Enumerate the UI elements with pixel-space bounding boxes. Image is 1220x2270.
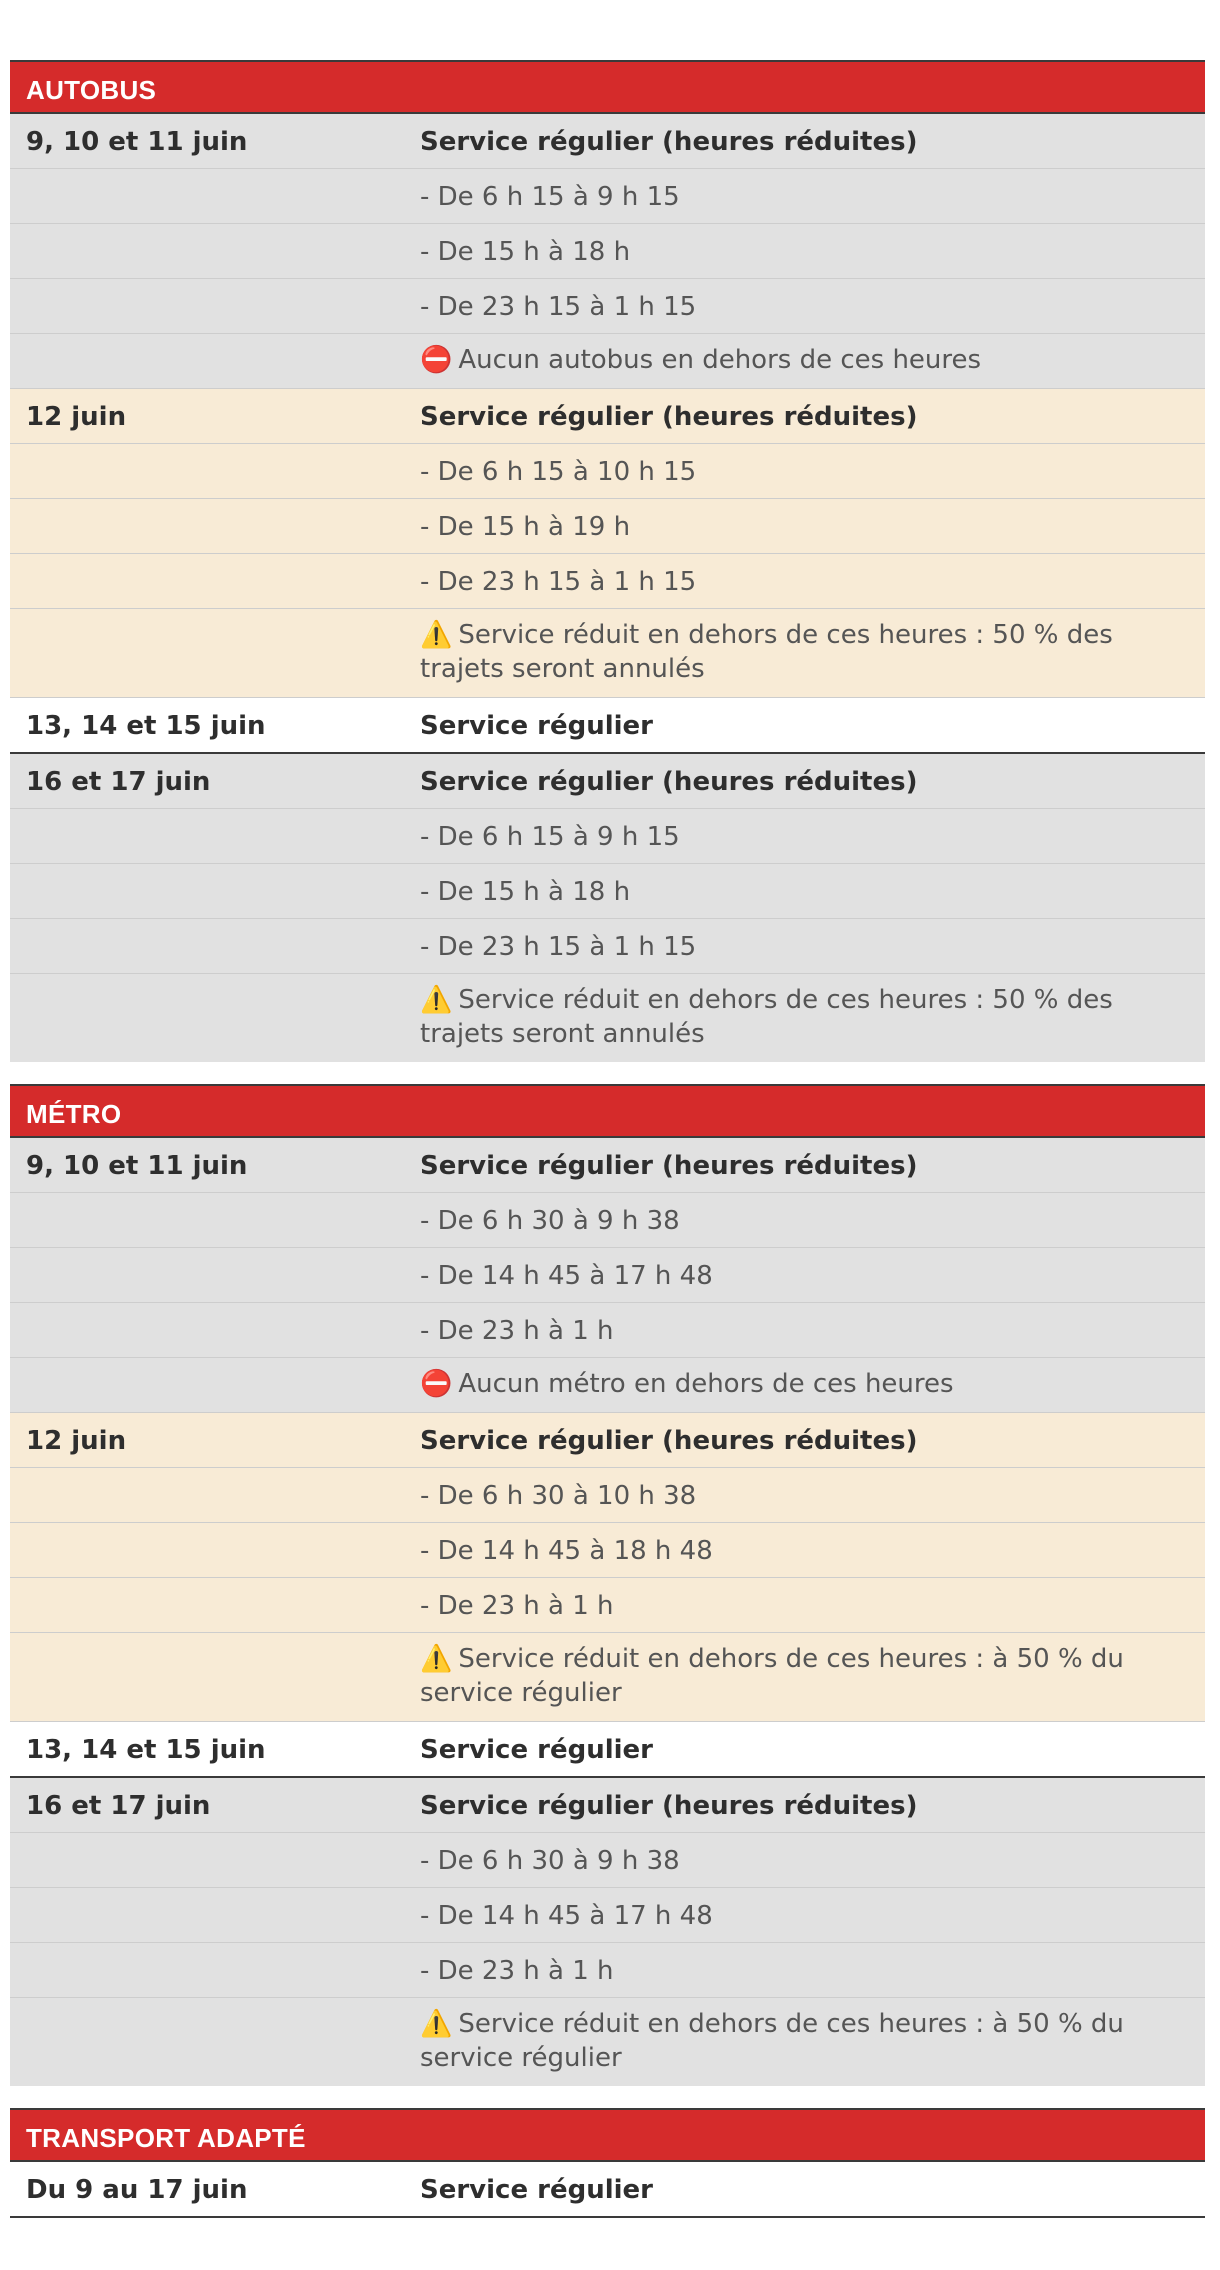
table-row <box>10 974 1205 1064</box>
service-heading: Service régulier <box>420 1735 653 1765</box>
table-row <box>10 389 1205 444</box>
note-text: Aucun métro en dehors de ces heures <box>458 1369 954 1399</box>
empty-cell <box>10 1578 420 1632</box>
table-row <box>10 1468 1205 1523</box>
date-group <box>10 2162 1205 2218</box>
stop-icon: ⛔ <box>420 345 453 375</box>
date-group <box>10 1778 1205 2088</box>
table-row <box>10 499 1205 554</box>
service-note <box>420 609 1205 697</box>
time-range: - De 15 h à 18 h <box>420 877 631 907</box>
date-group <box>10 698 1205 754</box>
table-row <box>10 698 1205 754</box>
time-range: - De 6 h 15 à 9 h 15 <box>420 822 680 852</box>
date-label: 16 et 17 juin <box>26 767 211 797</box>
table-row <box>10 169 1205 224</box>
date-group <box>10 114 1205 389</box>
date-group <box>10 754 1205 1064</box>
empty-cell <box>10 334 420 388</box>
service-heading: Service régulier (heures réduites) <box>420 767 918 797</box>
table-row <box>10 1778 1205 1833</box>
table-row <box>10 1833 1205 1888</box>
empty-cell <box>10 1888 420 1942</box>
note-text: Service réduit en dehors de ces heures : à 50 % du service régulier <box>420 1644 1124 1708</box>
empty-cell <box>10 1523 420 1577</box>
time-range: - De 15 h à 19 h <box>420 512 631 542</box>
empty-cell <box>10 809 420 863</box>
date-group <box>10 1413 1205 1722</box>
empty-cell <box>10 1248 420 1302</box>
table-row <box>10 224 1205 279</box>
table-row <box>10 1578 1205 1633</box>
table-row <box>10 1998 1205 2088</box>
time-range: - De 6 h 15 à 9 h 15 <box>420 182 680 212</box>
service-note <box>420 1633 1205 1721</box>
table-row <box>10 2162 1205 2218</box>
time-range: - De 14 h 45 à 18 h 48 <box>420 1536 713 1566</box>
time-range: - De 14 h 45 à 17 h 48 <box>420 1261 713 1291</box>
time-range: - De 23 h à 1 h <box>420 1316 614 1346</box>
date-group <box>10 1138 1205 1413</box>
warning-icon: ⚠️ <box>420 985 453 1015</box>
service-note <box>420 974 1205 1062</box>
date-label: 9, 10 et 11 juin <box>26 1151 248 1181</box>
empty-cell <box>10 1358 420 1412</box>
table-row <box>10 809 1205 864</box>
time-range: - De 23 h à 1 h <box>420 1591 614 1621</box>
time-range: - De 14 h 45 à 17 h 48 <box>420 1901 713 1931</box>
time-range: - De 6 h 15 à 10 h 15 <box>420 457 697 487</box>
empty-cell <box>10 864 420 918</box>
empty-cell <box>10 1303 420 1357</box>
table-row <box>10 1633 1205 1722</box>
time-range: - De 23 h 15 à 1 h 15 <box>420 567 697 597</box>
table-row <box>10 1943 1205 1998</box>
empty-cell <box>10 224 420 278</box>
section-header: AUTOBUS <box>10 60 1205 114</box>
warning-icon: ⚠️ <box>420 2009 453 2039</box>
table-row <box>10 279 1205 334</box>
empty-cell <box>10 609 420 697</box>
empty-cell <box>10 919 420 973</box>
section-header: TRANSPORT ADAPTÉ <box>10 2108 1205 2162</box>
date-label: 9, 10 et 11 juin <box>26 127 248 157</box>
service-note <box>420 1998 1205 2086</box>
table-row <box>10 554 1205 609</box>
table-row <box>10 1358 1205 1413</box>
table-row <box>10 334 1205 389</box>
empty-cell <box>10 499 420 553</box>
date-label: 12 juin <box>26 1426 127 1456</box>
time-range: - De 6 h 30 à 10 h 38 <box>420 1481 697 1511</box>
empty-cell <box>10 974 420 1062</box>
note-text: Aucun autobus en dehors de ces heures <box>458 345 982 375</box>
table-row <box>10 864 1205 919</box>
section-2 <box>10 2108 1205 2218</box>
time-range: - De 23 h 15 à 1 h 15 <box>420 292 697 322</box>
note-text: Service réduit en dehors de ces heures : 50 % des trajets seront annulés <box>420 985 1113 1049</box>
time-range: - De 6 h 30 à 9 h 38 <box>420 1206 680 1236</box>
empty-cell <box>10 1193 420 1247</box>
service-note <box>420 1358 1205 1412</box>
table-row <box>10 1523 1205 1578</box>
time-range: - De 23 h 15 à 1 h 15 <box>420 932 697 962</box>
empty-cell <box>10 1998 420 2086</box>
table-row <box>10 1248 1205 1303</box>
table-row <box>10 609 1205 698</box>
empty-cell <box>10 1633 420 1721</box>
table-row <box>10 1303 1205 1358</box>
service-heading: Service régulier (heures réduites) <box>420 127 918 157</box>
date-label: Du 9 au 17 juin <box>26 2175 248 2205</box>
table-row <box>10 1888 1205 1943</box>
section-1 <box>10 1084 1205 2088</box>
table-row <box>10 114 1205 169</box>
empty-cell <box>10 1468 420 1522</box>
service-heading: Service régulier <box>420 2175 653 2205</box>
table-row <box>10 1193 1205 1248</box>
service-heading: Service régulier (heures réduites) <box>420 1151 918 1181</box>
section-header: MÉTRO <box>10 1084 1205 1138</box>
table-row <box>10 754 1205 809</box>
service-heading: Service régulier <box>420 711 653 741</box>
stop-icon: ⛔ <box>420 1369 453 1399</box>
warning-icon: ⚠️ <box>420 620 453 650</box>
table-row <box>10 1138 1205 1193</box>
section-0 <box>10 60 1205 1064</box>
empty-cell <box>10 444 420 498</box>
table-row <box>10 1413 1205 1468</box>
empty-cell <box>10 1833 420 1887</box>
time-range: - De 15 h à 18 h <box>420 237 631 267</box>
service-note <box>420 334 1205 388</box>
note-text: Service réduit en dehors de ces heures : à 50 % du service régulier <box>420 2009 1124 2073</box>
service-heading: Service régulier (heures réduites) <box>420 402 918 432</box>
date-group <box>10 1722 1205 1778</box>
time-range: - De 23 h à 1 h <box>420 1956 614 1986</box>
service-heading: Service régulier (heures réduites) <box>420 1791 918 1821</box>
note-text: Service réduit en dehors de ces heures : 50 % des trajets seront annulés <box>420 620 1113 684</box>
empty-cell <box>10 554 420 608</box>
table-row <box>10 919 1205 974</box>
empty-cell <box>10 1943 420 1997</box>
table-row <box>10 1722 1205 1778</box>
date-label: 12 juin <box>26 402 127 432</box>
empty-cell <box>10 169 420 223</box>
date-label: 13, 14 et 15 juin <box>26 711 266 741</box>
empty-cell <box>10 279 420 333</box>
date-label: 16 et 17 juin <box>26 1791 211 1821</box>
date-label: 13, 14 et 15 juin <box>26 1735 266 1765</box>
table-row <box>10 444 1205 499</box>
time-range: - De 6 h 30 à 9 h 38 <box>420 1846 680 1876</box>
date-group <box>10 389 1205 698</box>
service-heading: Service régulier (heures réduites) <box>420 1426 918 1456</box>
warning-icon: ⚠️ <box>420 1644 453 1674</box>
